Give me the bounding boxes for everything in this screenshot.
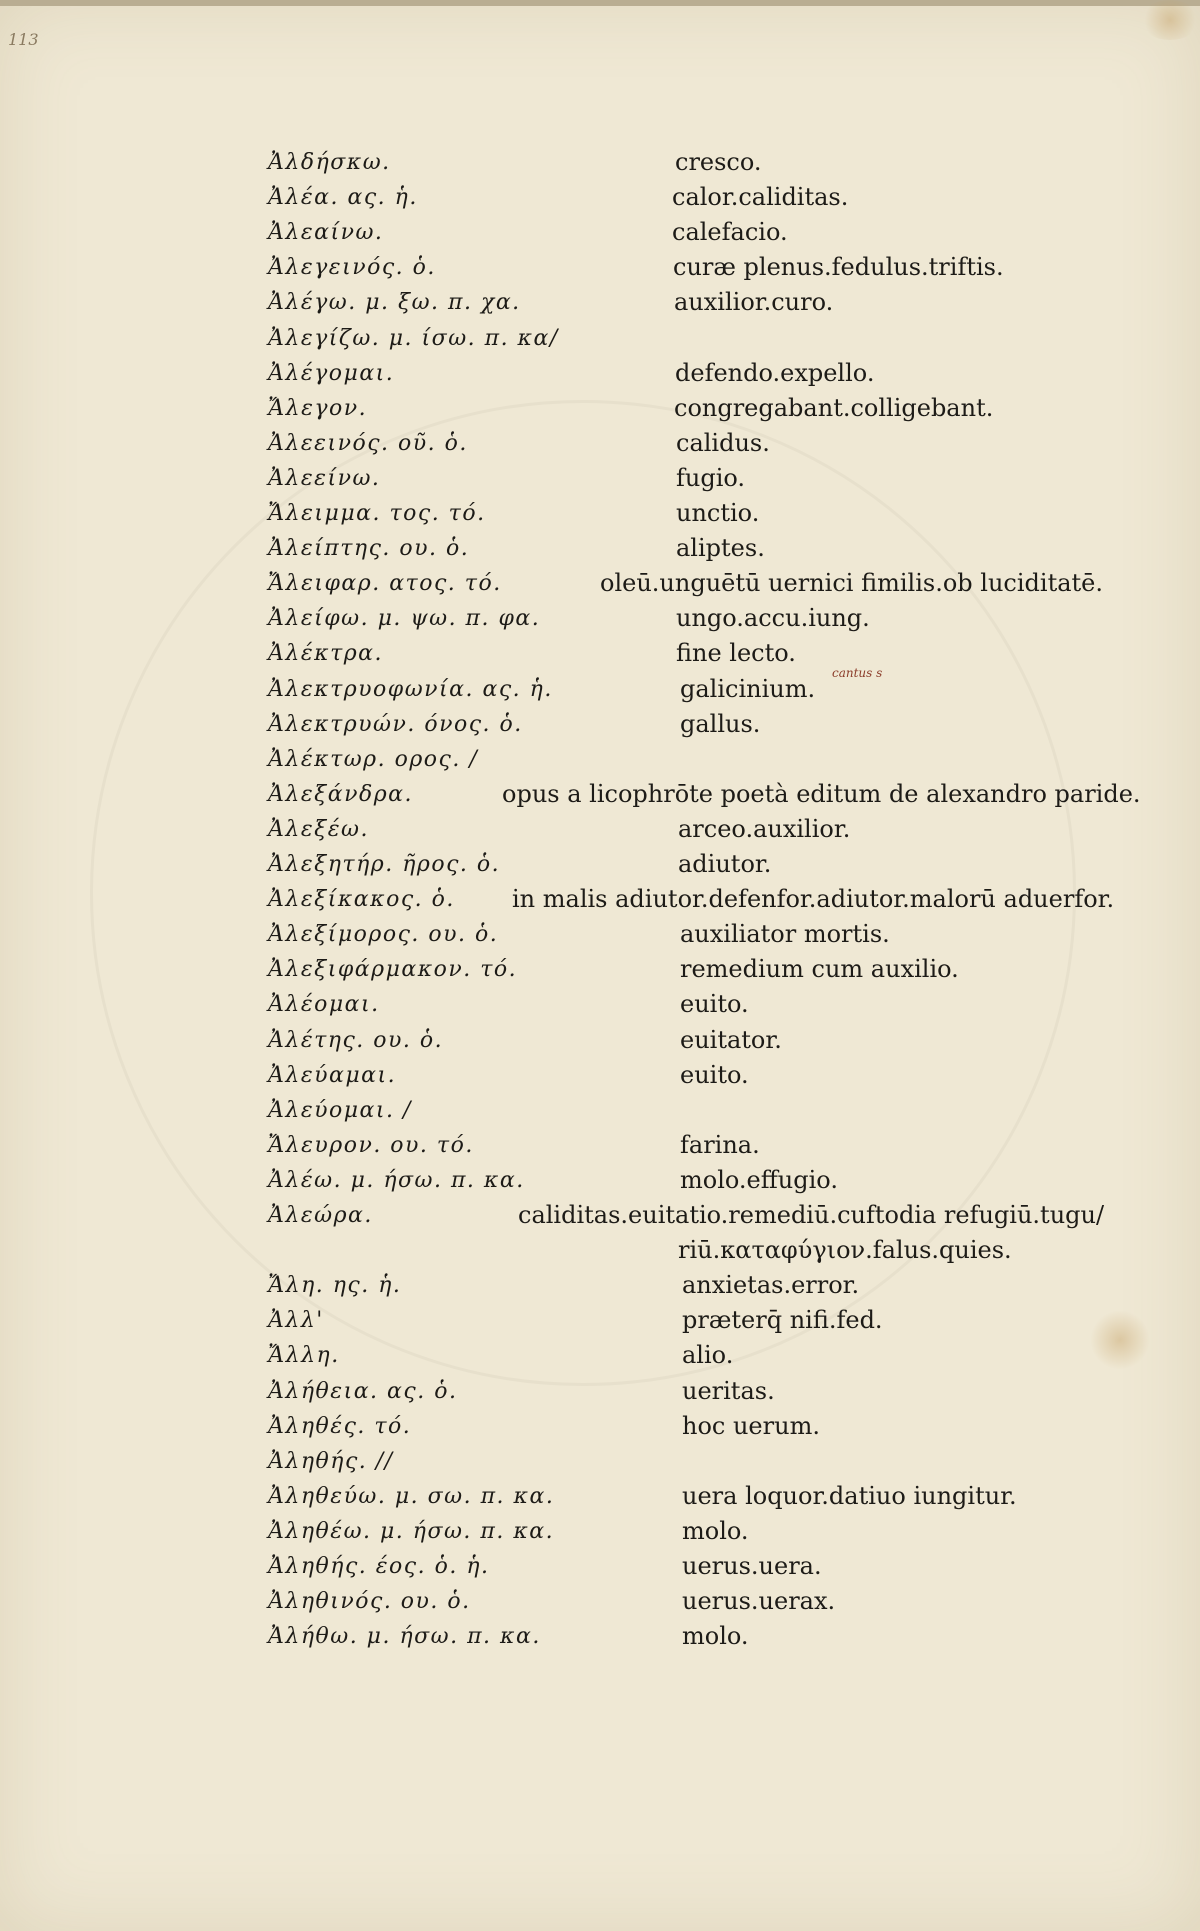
greek-headword: Ἀλέκτωρ. ορος. / — [268, 746, 479, 772]
greek-headword: Ἀλεξέω. — [268, 816, 369, 842]
greek-headword: Ἄλειφαρ. ατος. τό. — [268, 571, 502, 597]
latin-gloss: riū.καταφύγιον.falus.quies. — [678, 1236, 1012, 1265]
latin-gloss: defendo.expello. — [675, 358, 875, 387]
greek-headword: Ἀληθής. // — [268, 1448, 394, 1474]
greek-headword: Ἀλεεινός. οῦ. ὁ. — [268, 430, 468, 456]
greek-headword: Ἀλδήσκω. — [268, 150, 391, 175]
greek-headword: Ἀλεξίκακος. ὁ. — [268, 887, 455, 913]
greek-headword: Ἀληθής. έος. ὁ. ἡ. — [268, 1554, 490, 1579]
latin-gloss: congregabant.colligebant. — [674, 393, 994, 422]
latin-gloss: adiutor. — [678, 850, 772, 878]
latin-gloss: molo.effugio. — [680, 1165, 838, 1194]
latin-gloss: in malis adiutor.defenfor.adiutor.malorū aduerfor. — [512, 885, 1115, 914]
latin-gloss: opus a licophrōte poetà editum de alexandro paride. — [502, 779, 1141, 808]
greek-headword: Ἀλλ' — [268, 1308, 324, 1334]
greek-headword: Ἄλλη. — [268, 1343, 340, 1369]
greek-headword: Ἄλειμμα. τος. τό. — [268, 501, 486, 526]
greek-headword: Ἀλεξάνδρα. — [268, 781, 414, 807]
greek-headword: Ἀλεγίζω. μ. ίσω. π. κα/ — [268, 325, 559, 351]
greek-headword: Ἀληθινός. ου. ὁ. — [268, 1589, 471, 1615]
latin-gloss: ueritas. — [682, 1376, 775, 1405]
greek-headword: Ἀλεκτρυοφωνία. ας. ἡ. — [268, 676, 553, 702]
greek-headword: Ἀλεξητήρ. ῆρος. ὁ. — [268, 852, 501, 877]
latin-gloss: calor.caliditas. — [672, 183, 849, 212]
greek-headword: Ἀλεώρα. — [268, 1203, 373, 1228]
greek-headword: Ἀλεξιφάρμακον. τό. — [268, 957, 518, 983]
greek-headword: Ἀλέω. μ. ήσω. π. κα. — [268, 1167, 525, 1193]
greek-headword: Ἀλεγεινός. ὁ. — [268, 255, 436, 281]
latin-gloss: euito. — [680, 990, 749, 1019]
greek-headword: Ἀλεείνω. — [268, 465, 381, 491]
greek-headword: Ἀλέα. ας. ἡ. — [268, 185, 418, 211]
greek-headword: Ἀλεκτρυών. όνος. ὁ. — [268, 711, 523, 737]
foxing-stain — [1140, 0, 1200, 40]
greek-headword: Ἀλέγω. μ. ξω. π. χα. — [268, 290, 521, 316]
greek-headword: Ἀλέκτρα. — [268, 641, 384, 667]
greek-headword: Ἄλευρον. ου. τό. — [268, 1132, 474, 1158]
greek-headword: Ἀλέτης. ου. ὁ. — [268, 1027, 444, 1053]
greek-headword: Ἀλέομαι. — [268, 992, 380, 1018]
latin-gloss: fugio. — [676, 463, 746, 492]
latin-gloss: uerus.uera. — [682, 1552, 822, 1580]
latin-gloss: calefacio. — [672, 218, 788, 247]
greek-headword: Ἀλέγομαι. — [268, 360, 395, 386]
latin-gloss: auxiliator mortis. — [680, 920, 890, 949]
greek-headword: Ἀληθέω. μ. ήσω. π. κα. — [268, 1518, 555, 1544]
latin-gloss: galicinium. — [680, 674, 816, 703]
latin-gloss: remedium cum auxilio. — [680, 955, 959, 984]
greek-headword: Ἀληθεύω. μ. σω. π. κα. — [268, 1483, 555, 1509]
latin-gloss: ungo.accu.iung. — [676, 604, 870, 633]
greek-headword: Ἀλεξίμορος. ου. ὁ. — [268, 922, 499, 948]
greek-headword: Ἀλεύαμαι. — [268, 1062, 397, 1088]
page-top-edge — [0, 0, 1200, 6]
latin-gloss: uera loquor.datiuo iungitur. — [682, 1481, 1017, 1510]
latin-gloss: calidus. — [676, 428, 770, 457]
latin-gloss: cresco. — [675, 148, 762, 176]
greek-headword: Ἀλείπτης. ου. ὁ. — [268, 536, 470, 562]
latin-gloss: fine lecto. — [676, 639, 796, 668]
foxing-stain — [1090, 1310, 1150, 1370]
greek-headword: Ἀληθές. τό. — [268, 1413, 412, 1439]
greek-headword: Ἀλεαίνω. — [268, 220, 384, 246]
latin-gloss: præterq̄ nifi.fed. — [682, 1306, 883, 1335]
latin-gloss: molo. — [682, 1516, 749, 1545]
latin-gloss: euitator. — [680, 1025, 782, 1054]
latin-gloss: alio. — [682, 1341, 734, 1370]
greek-headword: Ἀλήθω. μ. ήσω. π. κα. — [268, 1624, 541, 1650]
greek-headword: Ἄλη. ης. ἡ. — [268, 1273, 402, 1299]
latin-gloss: hoc uerum. — [682, 1411, 820, 1440]
margin-note: cantus s — [832, 666, 883, 680]
latin-gloss: anxietas.error. — [682, 1271, 860, 1300]
greek-headword: Ἀλείφω. μ. ψω. π. φα. — [268, 606, 541, 632]
latin-gloss: unctio. — [676, 499, 760, 527]
latin-gloss: molo. — [682, 1622, 749, 1651]
greek-headword: Ἄλεγον. — [268, 395, 368, 421]
latin-gloss: euito. — [680, 1060, 749, 1089]
latin-gloss: oleū.unguētū uernici fimilis.ob luciditatē. — [600, 569, 1103, 598]
latin-gloss: arceo.auxilior. — [678, 814, 851, 843]
latin-gloss: aliptes. — [676, 534, 765, 563]
latin-gloss: uerus.uerax. — [682, 1587, 836, 1616]
latin-gloss: gallus. — [680, 709, 761, 738]
greek-headword: Ἀλεύομαι. / — [268, 1097, 412, 1123]
latin-gloss: caliditas.euitatio.remediū.cuftodia refugiū.tugu/ — [518, 1201, 1105, 1229]
latin-gloss: auxilior.curo. — [674, 288, 834, 317]
greek-headword: Ἀλήθεια. ας. ὁ. — [268, 1378, 458, 1404]
latin-gloss: curæ plenus.fedulus.triftis. — [673, 253, 1004, 282]
latin-gloss: farina. — [680, 1130, 760, 1159]
folio-number: 113 — [8, 30, 39, 49]
